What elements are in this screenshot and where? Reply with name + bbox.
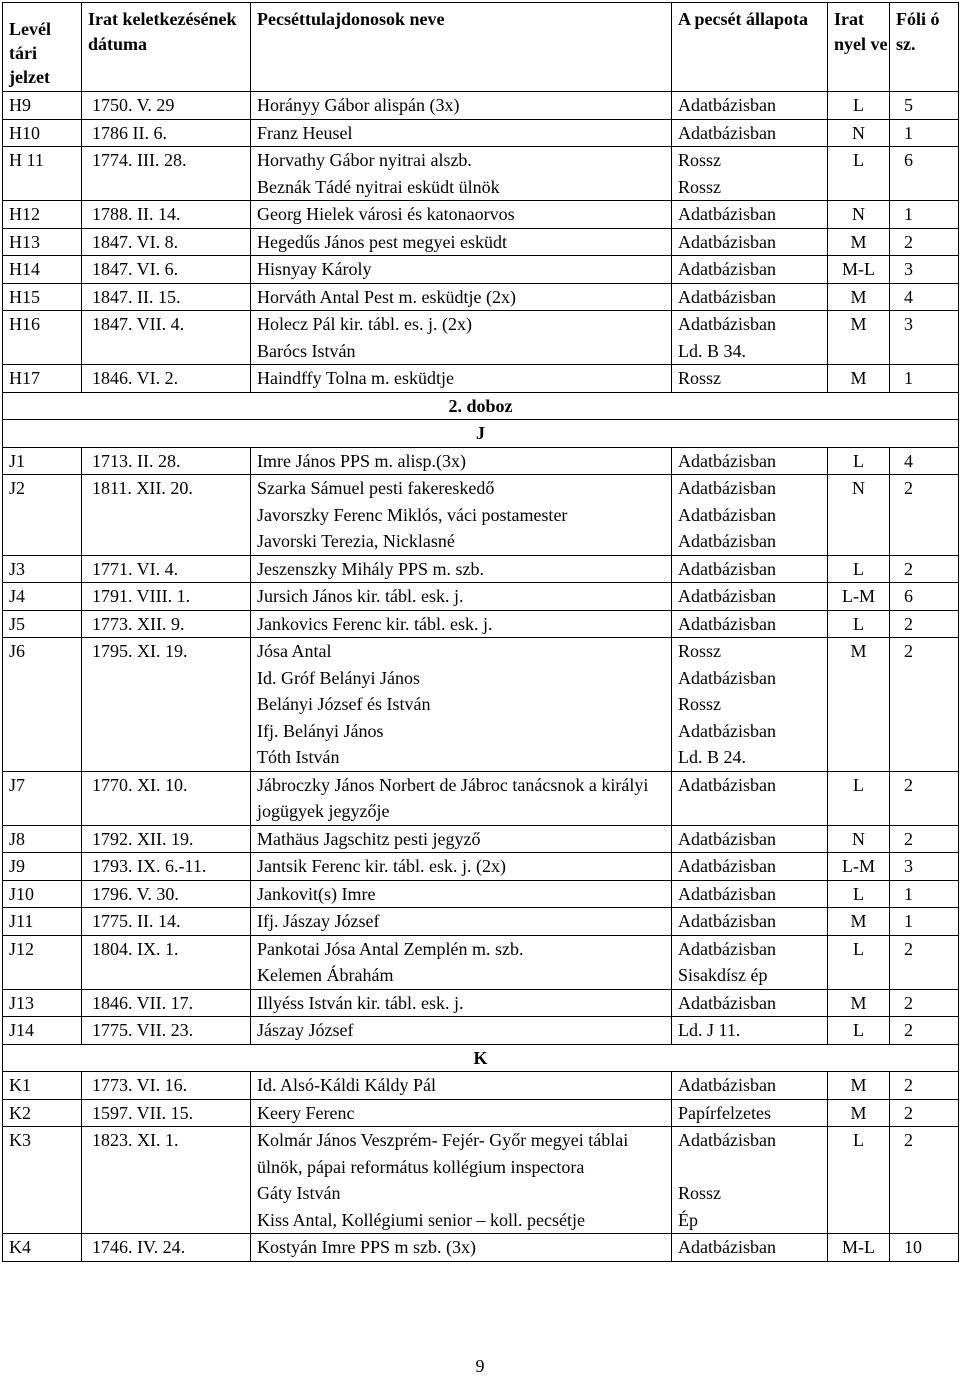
language-cell: M-L (828, 256, 890, 284)
seal-state-cell: Adatbázisban (672, 908, 828, 936)
date-cell: 1750. V. 29 (82, 92, 251, 120)
letter-code-cell: H10 (3, 119, 82, 147)
seal-state-cell: Papírfelzetes (672, 1099, 828, 1127)
owner-cell: Jósa Antal (251, 638, 672, 665)
folio-cell: 2 (890, 555, 959, 583)
date-cell: 1846. VI. 2. (82, 365, 251, 393)
language-cell: M (828, 638, 890, 665)
section-title: J (3, 420, 959, 448)
language-cell: L (828, 555, 890, 583)
table-row-continuation (3, 1207, 959, 1234)
date-cell (82, 338, 251, 365)
language-cell (828, 528, 890, 555)
seal-state-cell: Rossz (672, 174, 828, 201)
date-cell (82, 962, 251, 989)
seal-state-cell: Sisakdísz ép (672, 962, 828, 989)
date-cell (82, 718, 251, 745)
language-cell (828, 1207, 890, 1234)
seal-state-cell: Adatbázisban (672, 718, 828, 745)
table-row (3, 119, 959, 147)
letter-code-cell (3, 718, 82, 745)
date-cell: 1770. XI. 10. (82, 771, 251, 825)
language-cell: L (828, 147, 890, 174)
owner-cell: Jászay József (251, 1017, 672, 1045)
header-letter-code: Levél tári jelzet (3, 3, 82, 92)
folio-cell: 2 (890, 610, 959, 638)
folio-cell: 3 (890, 256, 959, 284)
page-number: 9 (475, 1356, 485, 1376)
owner-cell: Jábroczky János Norbert de Jábroc tanácsnok a királyi jogügyek jegyzője (251, 771, 672, 825)
folio-cell: 1 (890, 908, 959, 936)
date-cell (82, 665, 251, 692)
folio-cell (890, 744, 959, 771)
letter-code-cell: H 11 (3, 147, 82, 174)
section-row (3, 420, 959, 448)
date-cell: 1846. VII. 17. (82, 989, 251, 1017)
owner-cell: Javorszky Ferenc Miklós, váci postamester (251, 502, 672, 529)
letter-code-cell: J4 (3, 583, 82, 611)
owner-cell: Horányy Gábor alispán (3x) (251, 92, 672, 120)
folio-cell: 2 (890, 638, 959, 665)
date-cell: 1597. VII. 15. (82, 1099, 251, 1127)
language-cell: N (828, 201, 890, 229)
letter-code-cell: H16 (3, 311, 82, 338)
owner-cell: Szarka Sámuel pesti fakereskedő (251, 475, 672, 502)
letter-code-cell: J2 (3, 475, 82, 502)
table-row (3, 1099, 959, 1127)
folio-cell: 2 (890, 825, 959, 853)
seal-state-cell: Adatbázisban (672, 853, 828, 881)
date-cell: 1775. VII. 23. (82, 1017, 251, 1045)
owner-cell: Haindffy Tolna m. esküdtje (251, 365, 672, 393)
folio-cell (890, 718, 959, 745)
table-row-continuation (3, 528, 959, 555)
date-cell: 1786 II. 6. (82, 119, 251, 147)
table-row (3, 825, 959, 853)
table-row (3, 771, 959, 825)
seal-state-cell: Ld. B 24. (672, 744, 828, 771)
seal-state-cell: Ld. J 11. (672, 1017, 828, 1045)
date-cell (82, 1180, 251, 1207)
table-row-continuation (3, 665, 959, 692)
table-row (3, 92, 959, 120)
table-row (3, 256, 959, 284)
folio-cell: 2 (890, 1072, 959, 1100)
language-cell (828, 691, 890, 718)
language-cell: M (828, 1099, 890, 1127)
language-cell: M-L (828, 1234, 890, 1262)
letter-code-cell: H17 (3, 365, 82, 393)
table-row-continuation (3, 338, 959, 365)
letter-code-cell: K1 (3, 1072, 82, 1100)
folio-cell: 2 (890, 771, 959, 825)
table-row (3, 908, 959, 936)
table-row (3, 555, 959, 583)
letter-code-cell (3, 744, 82, 771)
seal-state-cell: Adatbázisban (672, 665, 828, 692)
language-cell (828, 1180, 890, 1207)
letter-code-cell: J11 (3, 908, 82, 936)
folio-cell: 2 (890, 228, 959, 256)
header-seal-state: A pecsét állapota (672, 3, 828, 92)
letter-code-cell: J5 (3, 610, 82, 638)
letter-code-cell: J3 (3, 555, 82, 583)
table-row-continuation (3, 744, 959, 771)
seal-state-cell: Rossz (672, 1180, 828, 1207)
table-row (3, 147, 959, 174)
table-row (3, 228, 959, 256)
folio-cell (890, 665, 959, 692)
seal-state-cell: Adatbázisban (672, 880, 828, 908)
letter-code-cell: J10 (3, 880, 82, 908)
seal-state-cell: Adatbázisban (672, 583, 828, 611)
folio-cell (890, 691, 959, 718)
table-row (3, 610, 959, 638)
folio-cell: 4 (890, 283, 959, 311)
header-date: Irat keletkezésének dátuma (82, 3, 251, 92)
folio-cell: 2 (890, 1127, 959, 1181)
letter-code-cell: J9 (3, 853, 82, 881)
date-cell: 1774. III. 28. (82, 147, 251, 174)
owner-cell: Jankovics Ferenc kir. tábl. esk. j. (251, 610, 672, 638)
seal-state-cell: Rossz (672, 365, 828, 393)
seal-state-cell: Adatbázisban (672, 311, 828, 338)
seal-state-cell: Rossz (672, 638, 828, 665)
language-cell (828, 718, 890, 745)
date-cell: 1791. VIII. 1. (82, 583, 251, 611)
section-row (3, 1044, 959, 1072)
owner-cell: Mathäus Jagschitz pesti jegyző (251, 825, 672, 853)
date-cell: 1795. XI. 19. (82, 638, 251, 665)
folio-cell (890, 1180, 959, 1207)
language-cell (828, 744, 890, 771)
folio-cell (890, 962, 959, 989)
seal-state-cell: Adatbázisban (672, 825, 828, 853)
owner-cell: Jeszenszky Mihály PPS m. szb. (251, 555, 672, 583)
seal-state-cell: Adatbázisban (672, 555, 828, 583)
folio-cell: 1 (890, 365, 959, 393)
table-row-continuation (3, 718, 959, 745)
folio-cell: 2 (890, 1017, 959, 1045)
table-row (3, 283, 959, 311)
folio-cell: 3 (890, 311, 959, 338)
date-cell (82, 528, 251, 555)
owner-cell: Javorski Terezia, Nicklasné (251, 528, 672, 555)
table-row (3, 880, 959, 908)
owner-cell: Kostyán Imre PPS m szb. (3x) (251, 1234, 672, 1262)
letter-code-cell: J13 (3, 989, 82, 1017)
letter-code-cell: K4 (3, 1234, 82, 1262)
language-cell: L (828, 92, 890, 120)
letter-code-cell (3, 1207, 82, 1234)
header-owner: Pecséttulajdonosok neve (251, 3, 672, 92)
folio-cell (890, 528, 959, 555)
folio-cell: 1 (890, 119, 959, 147)
date-cell: 1792. XII. 19. (82, 825, 251, 853)
table-row-continuation (3, 962, 959, 989)
letter-code-cell: K2 (3, 1099, 82, 1127)
letter-code-cell (3, 338, 82, 365)
folio-cell (890, 1207, 959, 1234)
date-cell: 1823. XI. 1. (82, 1127, 251, 1181)
owner-cell: Jursich János kir. tábl. esk. j. (251, 583, 672, 611)
letter-code-cell (3, 528, 82, 555)
letter-code-cell: J7 (3, 771, 82, 825)
owner-cell: Tóth István (251, 744, 672, 771)
date-cell: 1788. II. 14. (82, 201, 251, 229)
section-title: K (3, 1044, 959, 1072)
seal-state-cell: Adatbázisban (672, 989, 828, 1017)
table-row (3, 475, 959, 502)
date-cell: 1793. IX. 6.-11. (82, 853, 251, 881)
folio-cell (890, 502, 959, 529)
owner-cell: Horvathy Gábor nyitrai alszb. (251, 147, 672, 174)
folio-cell: 10 (890, 1234, 959, 1262)
folio-cell: 2 (890, 1099, 959, 1127)
owner-cell: Ifj. Belányi János (251, 718, 672, 745)
table-row (3, 447, 959, 475)
table-row (3, 1234, 959, 1262)
language-cell: M (828, 1072, 890, 1100)
letter-code-cell: H15 (3, 283, 82, 311)
letter-code-cell: J12 (3, 935, 82, 962)
date-cell: 1746. IV. 24. (82, 1234, 251, 1262)
letter-code-cell (3, 174, 82, 201)
folio-cell (890, 174, 959, 201)
date-cell: 1796. V. 30. (82, 880, 251, 908)
language-cell: N (828, 119, 890, 147)
language-cell: N (828, 475, 890, 502)
folio-cell: 4 (890, 447, 959, 475)
owner-cell: Beznák Tádé nyitrai esküdt ülnök (251, 174, 672, 201)
owner-cell: Illyéss István kir. tábl. esk. j. (251, 989, 672, 1017)
date-cell: 1775. II. 14. (82, 908, 251, 936)
seal-state-cell: Adatbázisban (672, 201, 828, 229)
seal-state-cell: Adatbázisban (672, 528, 828, 555)
language-cell: M (828, 365, 890, 393)
table-body (3, 92, 959, 1262)
seal-state-cell: Adatbázisban (672, 475, 828, 502)
language-cell: M (828, 228, 890, 256)
owner-cell: Gáty István (251, 1180, 672, 1207)
seal-state-cell: Adatbázisban (672, 283, 828, 311)
header-folio: Fóli ó sz. (890, 3, 959, 92)
folio-cell: 5 (890, 92, 959, 120)
owner-cell: Horváth Antal Pest m. esküdtje (2x) (251, 283, 672, 311)
letter-code-cell: H14 (3, 256, 82, 284)
table-row-continuation (3, 1180, 959, 1207)
language-cell (828, 174, 890, 201)
date-cell: 1811. XII. 20. (82, 475, 251, 502)
language-cell: L (828, 610, 890, 638)
seal-state-cell: Rossz (672, 147, 828, 174)
owner-cell: Barócs István (251, 338, 672, 365)
letter-code-cell (3, 665, 82, 692)
seal-state-cell: Adatbázisban (672, 935, 828, 962)
letter-code-cell: J1 (3, 447, 82, 475)
table-row (3, 989, 959, 1017)
language-cell: M (828, 989, 890, 1017)
table-row (3, 1072, 959, 1100)
language-cell: N (828, 825, 890, 853)
seal-state-cell: Adatbázisban (672, 228, 828, 256)
date-cell (82, 1207, 251, 1234)
owner-cell: Jankovit(s) Imre (251, 880, 672, 908)
date-cell: 1773. XII. 9. (82, 610, 251, 638)
date-cell (82, 174, 251, 201)
owner-cell: Franz Heusel (251, 119, 672, 147)
header-language: Irat nyel ve (828, 3, 890, 92)
seal-state-cell: Ép (672, 1207, 828, 1234)
letter-code-cell: J6 (3, 638, 82, 665)
language-cell: L (828, 935, 890, 962)
seal-state-cell: Adatbázisban (672, 610, 828, 638)
language-cell: L (828, 1017, 890, 1045)
table-row-continuation (3, 502, 959, 529)
folio-cell: 3 (890, 853, 959, 881)
table-row (3, 1017, 959, 1045)
language-cell (828, 665, 890, 692)
seal-state-cell: Ld. B 34. (672, 338, 828, 365)
owner-cell: Hisnyay Károly (251, 256, 672, 284)
owner-cell: Imre János PPS m. alisp.(3x) (251, 447, 672, 475)
date-cell: 1847. VII. 4. (82, 311, 251, 338)
language-cell (828, 502, 890, 529)
language-cell: L (828, 880, 890, 908)
table-row-continuation (3, 174, 959, 201)
language-cell: M (828, 311, 890, 338)
table-row (3, 1127, 959, 1181)
table-row-continuation (3, 691, 959, 718)
owner-cell: Ifj. Jászay József (251, 908, 672, 936)
owner-cell: Keery Ferenc (251, 1099, 672, 1127)
letter-code-cell (3, 691, 82, 718)
seal-state-cell: Adatbázisban (672, 1072, 828, 1100)
table-row (3, 365, 959, 393)
letter-code-cell: K3 (3, 1127, 82, 1181)
table-row (3, 583, 959, 611)
language-cell: L (828, 447, 890, 475)
language-cell: L-M (828, 853, 890, 881)
seal-state-cell: Adatbázisban (672, 447, 828, 475)
date-cell: 1847. II. 15. (82, 283, 251, 311)
folio-cell: 6 (890, 147, 959, 174)
folio-cell: 1 (890, 880, 959, 908)
table-row (3, 311, 959, 338)
folio-cell: 6 (890, 583, 959, 611)
seal-state-cell: Adatbázisban (672, 502, 828, 529)
date-cell (82, 691, 251, 718)
folio-cell: 2 (890, 989, 959, 1017)
table-row (3, 935, 959, 962)
date-cell: 1773. VI. 16. (82, 1072, 251, 1100)
date-cell (82, 744, 251, 771)
table-row (3, 638, 959, 665)
owner-cell: Jantsik Ferenc kir. tábl. esk. j. (2x) (251, 853, 672, 881)
table-row (3, 201, 959, 229)
letter-code-cell (3, 1180, 82, 1207)
owner-cell: Hegedűs János pest megyei esküdt (251, 228, 672, 256)
table-row (3, 853, 959, 881)
owner-cell: Id. Gróf Belányi János (251, 665, 672, 692)
letter-code-cell: J8 (3, 825, 82, 853)
language-cell: M (828, 283, 890, 311)
language-cell: L (828, 1127, 890, 1181)
date-cell: 1804. IX. 1. (82, 935, 251, 962)
section-row (3, 392, 959, 420)
section-title: 2. doboz (3, 392, 959, 420)
folio-cell (890, 338, 959, 365)
date-cell: 1771. VI. 4. (82, 555, 251, 583)
date-cell: 1713. II. 28. (82, 447, 251, 475)
owner-cell: Pankotai Jósa Antal Zemplén m. szb. (251, 935, 672, 962)
seal-state-cell: Adatbázisban (672, 771, 828, 825)
date-cell (82, 502, 251, 529)
owner-cell: Belányi József és István (251, 691, 672, 718)
letter-code-cell: H9 (3, 92, 82, 120)
header-row (3, 3, 959, 92)
owner-cell: Kiss Antal, Kollégiumi senior – koll. pecsétje (251, 1207, 672, 1234)
seal-state-cell: Rossz (672, 691, 828, 718)
language-cell: M (828, 908, 890, 936)
letter-code-cell: H12 (3, 201, 82, 229)
letter-code-cell: J14 (3, 1017, 82, 1045)
seal-state-cell: Adatbázisban (672, 256, 828, 284)
language-cell: L (828, 771, 890, 825)
date-cell: 1847. VI. 6. (82, 256, 251, 284)
language-cell (828, 962, 890, 989)
letter-code-cell: H13 (3, 228, 82, 256)
seal-state-cell: Adatbázisban (672, 92, 828, 120)
owner-cell: Kelemen Ábrahám (251, 962, 672, 989)
seal-state-cell: Adatbázisban (672, 1234, 828, 1262)
folio-cell: 2 (890, 475, 959, 502)
owner-cell: Kolmár János Veszprém- Fejér- Győr megyei táblai ülnök, pápai református kollégium inspectora (251, 1127, 672, 1181)
language-cell: L-M (828, 583, 890, 611)
owner-cell: Id. Alsó-Káldi Káldy Pál (251, 1072, 672, 1100)
language-cell (828, 338, 890, 365)
seal-state-cell: Adatbázisban (672, 119, 828, 147)
seal-state-cell: Adatbázisban (672, 1127, 828, 1181)
date-cell: 1847. VI. 8. (82, 228, 251, 256)
owner-cell: Holecz Pál kir. tábl. es. j. (2x) (251, 311, 672, 338)
folio-cell: 1 (890, 201, 959, 229)
letter-code-cell (3, 962, 82, 989)
letter-code-cell (3, 502, 82, 529)
owner-cell: Georg Hielek városi és katonaorvos (251, 201, 672, 229)
seal-register-table (2, 2, 959, 1262)
folio-cell: 2 (890, 935, 959, 962)
